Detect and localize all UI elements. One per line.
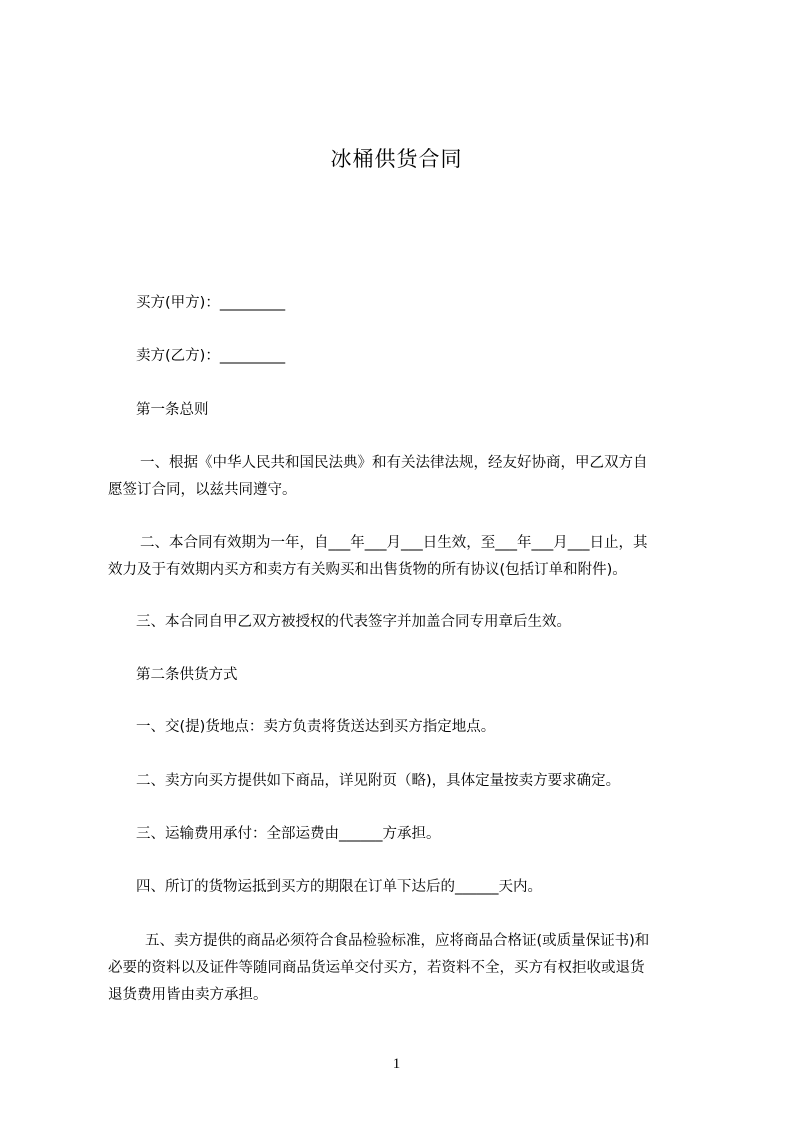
article2-item2: 二、卖方向买方提供如下商品，详见附页（略)，具体定量按卖方要求确定。 [136, 773, 621, 789]
article1-item3: 三、本合同自甲乙双方被授权的代表签字并加盖合同专用章后生效。 [136, 614, 571, 630]
article1-item2-line1: 二、本合同有效期为一年，自___年___月___日生效，至___年___月___日止，其 [140, 535, 648, 551]
article2-item5-line3: 退货费用皆由卖方承担。 [108, 987, 268, 1003]
article2-item5-line2: 必要的资料以及证件等随同商品货运单交付买方，若资料不全，买方有权拒收或退货 [108, 960, 645, 976]
article2-item3: 三、运输费用承付：全部运费由______方承担。 [136, 826, 441, 842]
page-number: 1 [392, 1056, 401, 1072]
document-title: 冰桶供货合同 [330, 147, 463, 171]
article1-item2-line2: 效力及于有效期内买方和卖方有关购买和出售货物的所有协议(包括订单和附件)。 [108, 562, 627, 578]
article1-heading: 第一条总则 [136, 402, 209, 418]
article1-item1-line2: 愿签订合同，以兹共同遵守。 [108, 482, 297, 498]
article1-item1-line1: 一、根据《中华人民共和国民法典》和有关法律法规，经友好协商，甲乙双方自 [140, 455, 648, 471]
buyer-line: 买方(甲方)：_________ [136, 295, 286, 311]
article2-item5-line1: 五、卖方提供的商品必须符合食品检验标准，应将商品合格证(或质量保证书)和 [145, 933, 650, 949]
seller-line: 卖方(乙方)：_________ [136, 348, 286, 364]
article2-item1: 一、交(提)货地点：卖方负责将货送达到买方指定地点。 [136, 719, 496, 735]
article2-item4: 四、所订的货物运抵到买方的期限在订单下达后的______天内。 [136, 879, 542, 895]
article2-heading: 第二条供货方式 [136, 667, 238, 683]
